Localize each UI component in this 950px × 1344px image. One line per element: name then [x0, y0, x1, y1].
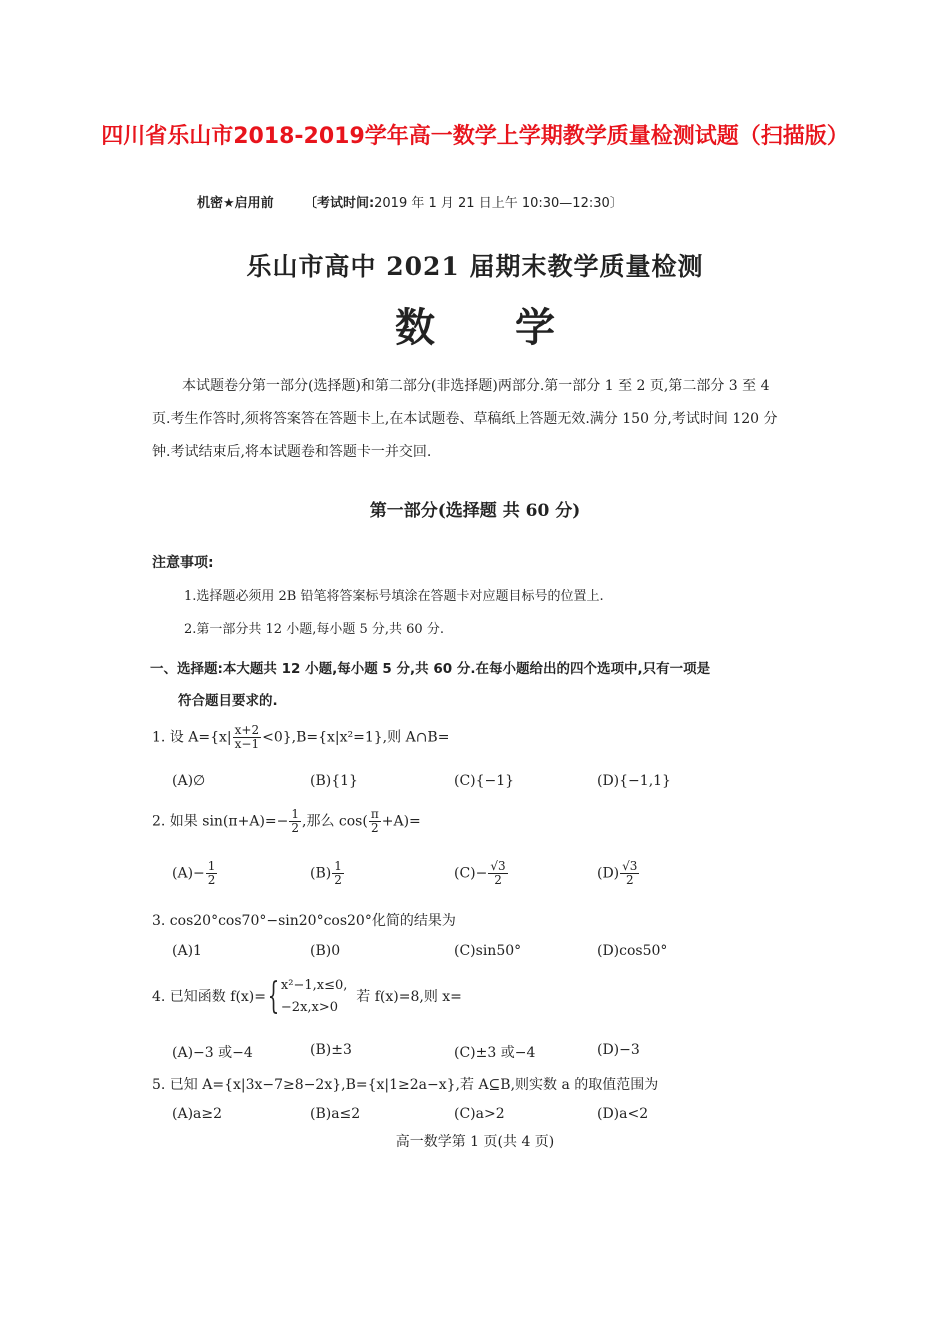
q2-d-num: √3: [622, 859, 638, 873]
q4-option-a: (A)−3 或−4: [172, 1045, 253, 1061]
q2-c-label: (C)−: [454, 865, 488, 882]
q4-case-1: x²−1,x≤0,: [280, 978, 348, 993]
question-4-stem: [152, 975, 462, 1019]
q2-fraction-2: [369, 808, 381, 835]
q2-option-b: [310, 860, 345, 887]
q2-b-num: 1: [334, 859, 342, 873]
q1-frac-num: x+2: [234, 723, 260, 737]
q5-option-a: (A)a≥2: [172, 1106, 223, 1122]
q1-suffix: <0},B={x|x²=1},则 A∩B=: [262, 729, 450, 746]
q4-option-b: (B)±3: [310, 1042, 352, 1058]
q1-prefix: 1. 设 A={x|: [152, 729, 232, 746]
q1-fraction: [233, 724, 261, 751]
q3-option-c: (C)sin50°: [454, 943, 522, 959]
note-item: 1.选择题必须用 2B 铅笔将答案标号填涂在答题卡对应题目标号的位置上.: [184, 589, 604, 604]
subject-char-1: 数: [395, 304, 435, 351]
page-footer: 高一数学第 1 页(共 4 页): [395, 1134, 555, 1150]
q2-f1-num: 1: [291, 807, 300, 821]
q1-frac-den: x−1: [234, 737, 260, 751]
q2-option-d: [597, 860, 640, 887]
q2-f1-den: 2: [291, 821, 300, 835]
exam-time-value: 2019 年 1 月 21 日上午 10:30—12:30〕: [374, 196, 623, 211]
question-5-stem: 5. 已知 A={x|3x−7≥8−2x},B={x|1≥2a−x},若 A⊆B,则实数 a 的取值范围为: [152, 1077, 659, 1093]
subject-heading: [0, 296, 950, 353]
q4-option-c: (C)±3 或−4: [454, 1045, 536, 1061]
part-heading: 第一部分(选择题 共 60 分): [369, 501, 581, 521]
secret-label: 机密★启用前: [197, 196, 274, 211]
question-3-stem: 3. cos20°cos70°−sin20°cos20°化简的结果为: [152, 913, 456, 929]
q2-a-den: 2: [207, 873, 216, 887]
exam-time-label: 〔考试时间:: [303, 196, 375, 211]
question-2-stem: [152, 808, 421, 835]
note-item: 2.第一部分共 12 小题,每小题 5 分,共 60 分.: [184, 622, 444, 637]
q2-c-num: √3: [490, 859, 506, 873]
q2-b-label: (B): [310, 865, 332, 882]
document-title: 四川省乐山市2018-2019学年高一数学上学期教学质量检测试题（扫描版）: [101, 124, 849, 149]
q3-option-a: (A)1: [172, 943, 202, 959]
q2-option-a: [172, 860, 218, 887]
q4-option-d: (D)−3: [597, 1042, 640, 1058]
section-heading: 一、选择题:本大题共 12 小题,每小题 5 分,共 60 分.在每小题给出的四个选项中,只有一项是: [150, 661, 711, 677]
q2-fraction-1: [289, 808, 301, 835]
q1-option-b: (B){1}: [310, 773, 358, 789]
q2-a-num: 1: [207, 859, 216, 873]
q2-option-c: [454, 860, 509, 887]
q2-c-den: 2: [494, 873, 502, 887]
q3-option-d: (D)cos50°: [597, 943, 668, 959]
q2-d-label: (D): [597, 865, 620, 882]
q4-case-2: −2x,x>0: [280, 1000, 339, 1015]
q2-prefix: 2. 如果 sin(π+A)=−: [152, 813, 289, 830]
q4-brace: {: [267, 976, 280, 1017]
q2-suffix: +A)=: [381, 813, 421, 830]
q2-f2-num: π: [370, 807, 379, 821]
q1-option-a: (A)∅: [172, 773, 206, 789]
q5-option-b: (B)a≤2: [310, 1106, 361, 1122]
q2-a-label: (A)−: [172, 865, 205, 882]
exam-meta-line: [197, 192, 623, 211]
section-heading-continued: 符合题目要求的.: [178, 693, 278, 709]
subject-char-2: 学: [515, 304, 555, 351]
q2-d-den: 2: [625, 873, 634, 887]
exam-title: 乐山市高中 2021 届期末教学质量检测: [246, 252, 704, 281]
q4-suffix: 若 f(x)=8,则 x=: [356, 989, 462, 1005]
q5-option-c: (C)a>2: [454, 1106, 505, 1122]
q4-cases: [281, 975, 347, 1019]
q2-mid: ,那么 cos(: [302, 813, 368, 830]
q2-f2-den: 2: [370, 821, 379, 835]
q1-option-d: (D){−1,1}: [597, 773, 671, 789]
q3-option-b: (B)0: [310, 943, 341, 959]
notes-heading: 注意事项:: [152, 555, 214, 571]
q4-prefix: 4. 已知函数 f(x)=: [152, 989, 266, 1005]
q2-b-den: 2: [334, 873, 342, 887]
q5-option-d: (D)a<2: [597, 1106, 649, 1122]
intro-paragraph: 本试题卷分第一部分(选择题)和第二部分(非选择题)两部分.第一部分 1 至 2 页,第二部分 3 至 4 页.考生作答时,须将答案答在答题卡上,在本试题卷、草稿纸上答题无效.满分 150 分,考试时间 120 分钟.考试结束后,将本试题卷和答题卡一并交回.: [152, 378, 778, 460]
q1-option-c: (C){−1}: [454, 773, 515, 789]
question-1-stem: [152, 724, 449, 751]
